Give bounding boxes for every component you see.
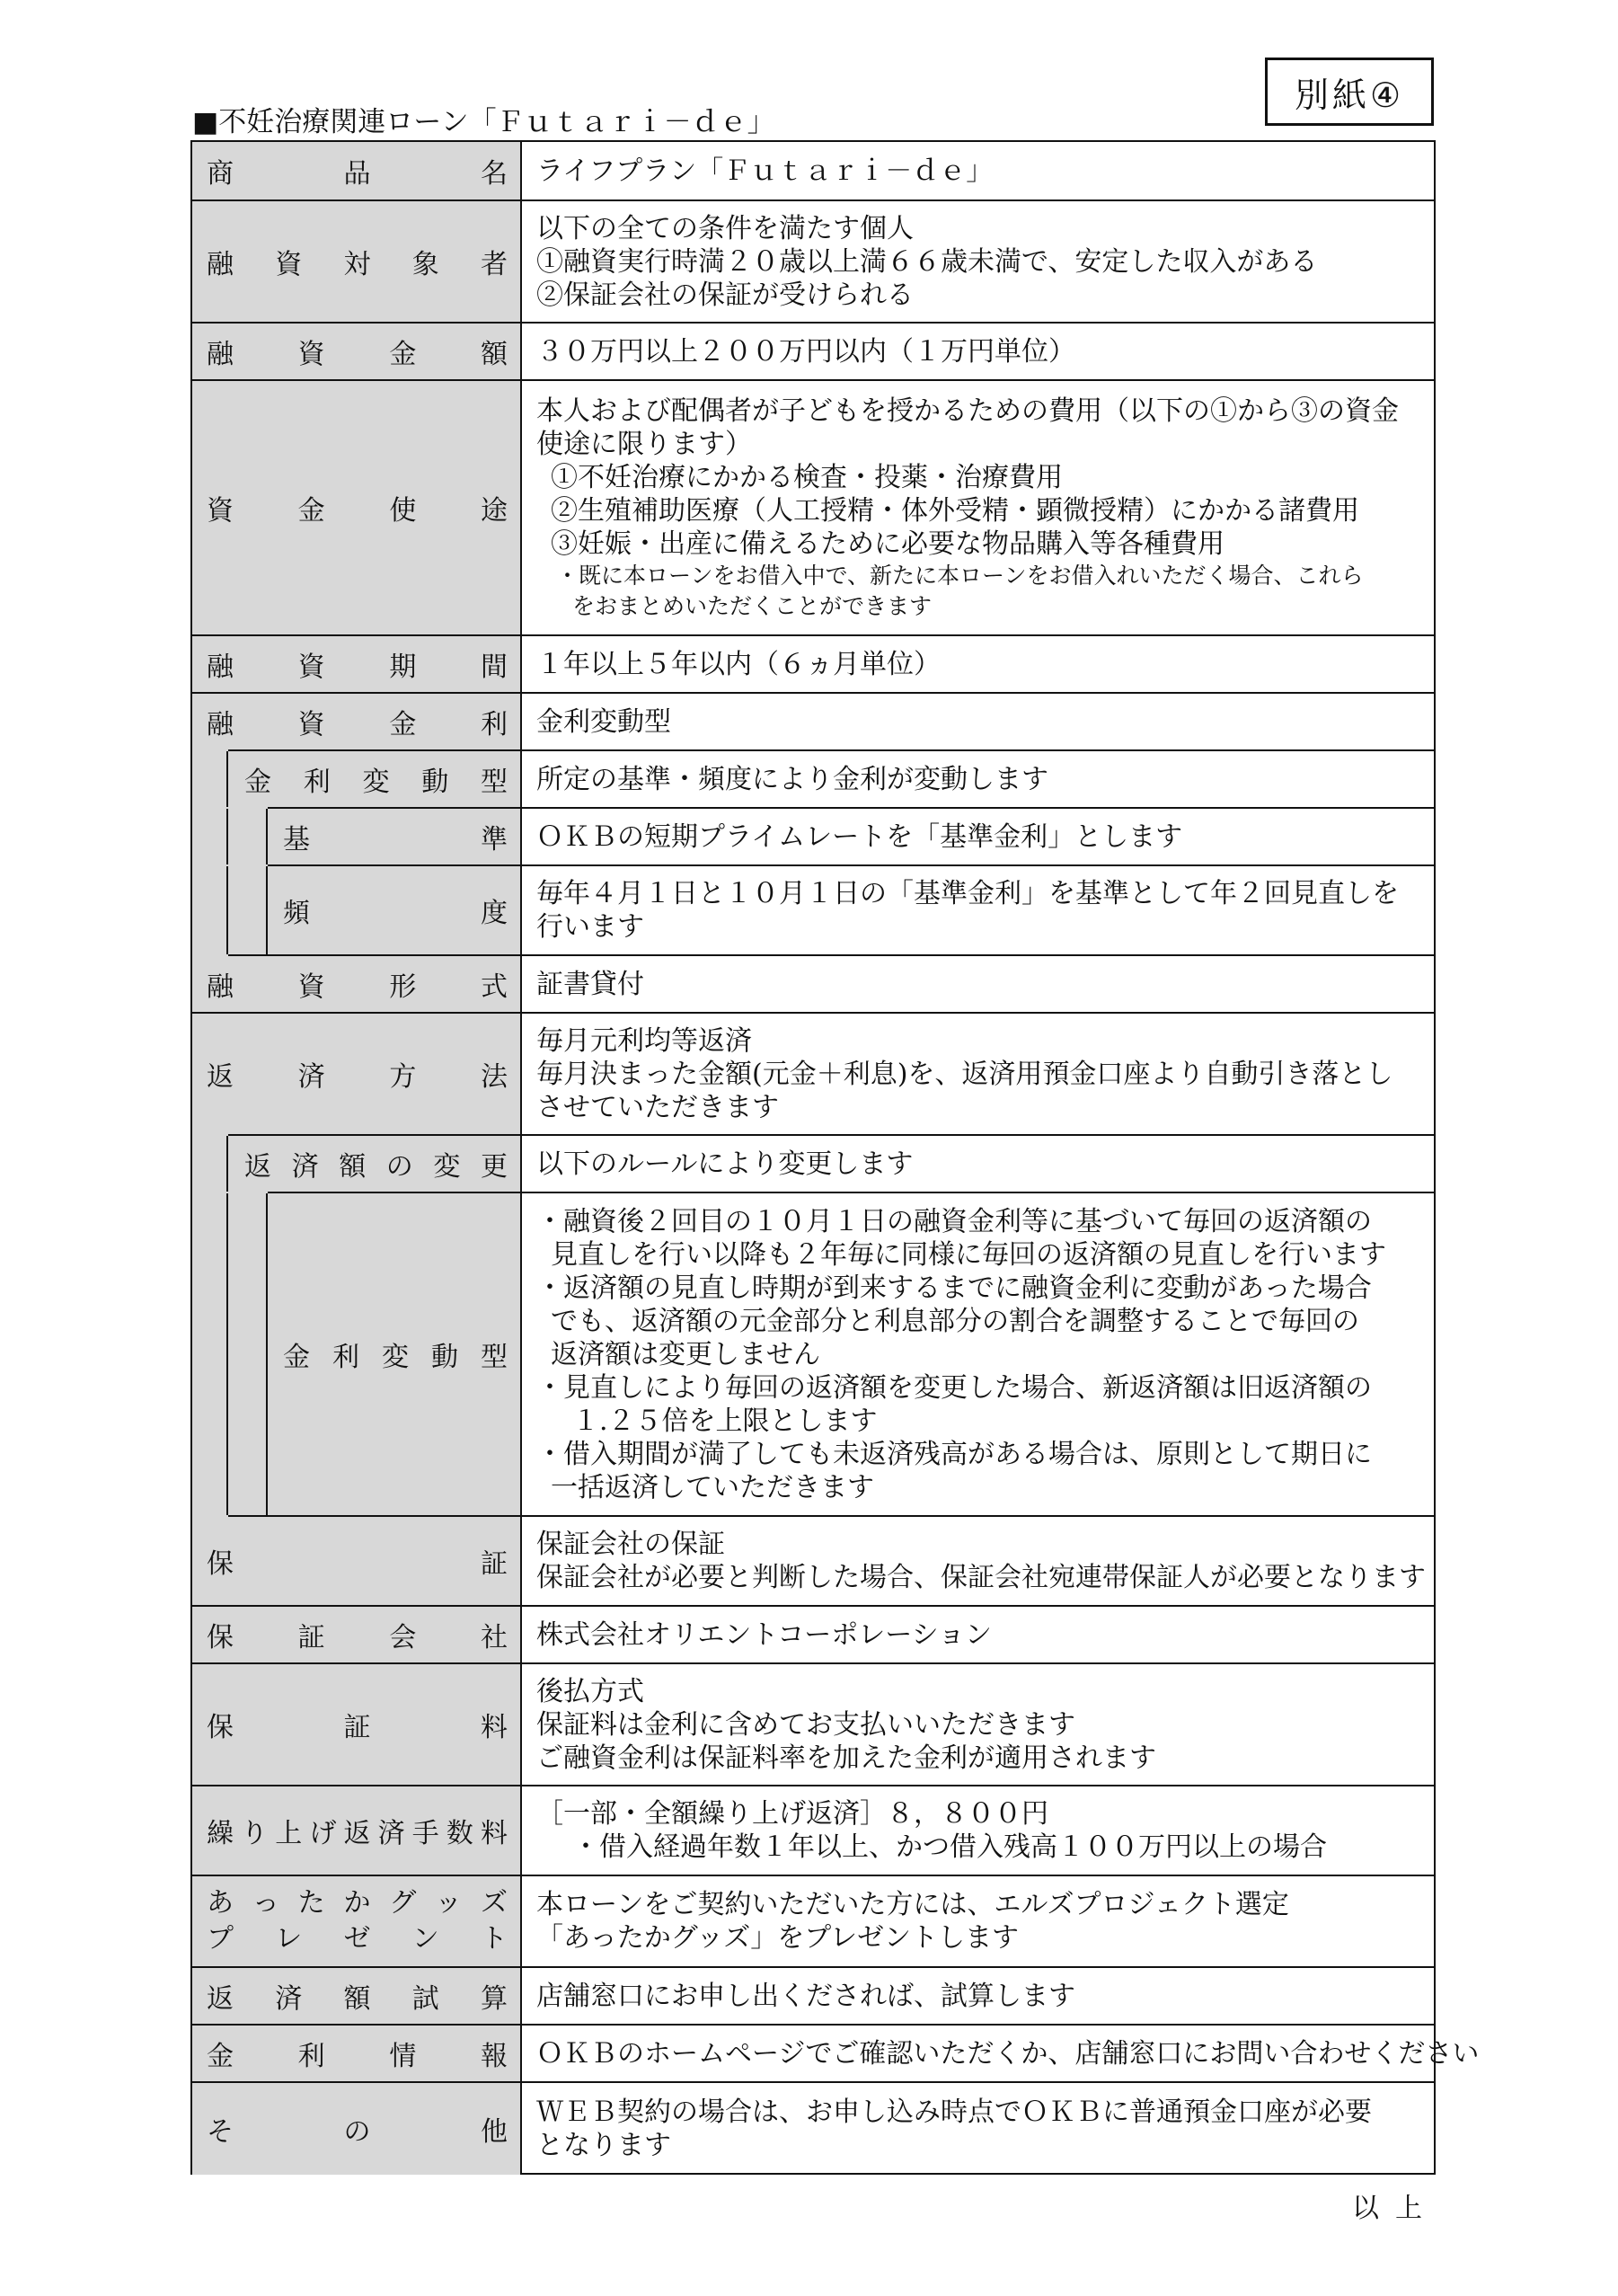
- tree-gap: [192, 1134, 228, 1136]
- value-line: 見直しを行い以降も２年毎に同様に毎回の返済額の見直しを行います: [551, 1238, 1386, 1271]
- row-label: 基 準: [192, 809, 522, 864]
- tree-connector-line: [266, 807, 268, 954]
- row-guarantee-company: [192, 1605, 1434, 1662]
- value-line: 金利変動型: [536, 705, 671, 738]
- value-line: ＯＫＢの短期プライムレートを「基準金利」とします: [536, 820, 1183, 853]
- value-line: ３０万円以上２００万円以内（１万円単位）: [536, 335, 1075, 368]
- tree-gap: [192, 749, 228, 751]
- row-value: [522, 1786, 1434, 1875]
- value-line: 以下のルールにより変更します: [536, 1148, 914, 1180]
- value-line: 以下の全ての条件を満たす個人: [536, 212, 914, 244]
- row-repayment-simulation: [192, 1966, 1434, 2024]
- row-product-name: [192, 142, 1434, 199]
- row-label: 保 証: [192, 1517, 522, 1605]
- value-line: ・借入経過年数１年以上、かつ借入残高１００万円以上の場合: [572, 1831, 1327, 1863]
- row-value: [522, 1664, 1434, 1785]
- value-line: ・借入期間が満了しても未返済残高がある場合は、原則として期日に: [536, 1438, 1372, 1470]
- row-prepayment-fee: [192, 1785, 1434, 1875]
- value-line: ・既に本ローンをお借入中で、新たに本ローンをお借入れいただく場合、これら: [556, 562, 1364, 589]
- row-value: [522, 381, 1434, 634]
- row-label: あ っ た か グ ッ ズ プ レ ゼ ン ト: [192, 1876, 522, 1966]
- row-eligible-borrower: [192, 199, 1434, 322]
- value-line: １.２５倍を上限とします: [572, 1405, 878, 1437]
- row-loan-amount: [192, 322, 1434, 379]
- row-loan-form: [192, 954, 1434, 1012]
- value-line: 返済額は変更しません: [551, 1338, 820, 1370]
- row-rate-frequency: [192, 864, 1434, 954]
- value-line: 使途に限ります）: [536, 428, 752, 460]
- value-line: 株式会社オリエントコーポレーション: [536, 1618, 992, 1651]
- row-label: 返 済 額 試 算: [192, 1968, 522, 2024]
- row-value: [522, 2026, 1480, 2081]
- tree-gap: [192, 954, 228, 956]
- value-line: ②生殖補助医療（人工授精・体外受精・顕微授精）にかかる諸費用: [551, 494, 1359, 527]
- row-value: [522, 1607, 1434, 1662]
- value-line: ・見直しにより毎回の返済額を変更した場合、新返済額は旧返済額の: [536, 1371, 1372, 1404]
- row-label: 返 済 額 の 変 更: [192, 1136, 522, 1192]
- row-label: 金 利 変 動 型: [192, 1193, 522, 1515]
- row-label: 返 済 方 法: [192, 1014, 522, 1134]
- value-line: をおまとめいただくことができます: [572, 592, 933, 619]
- value-line: 一括返済していただきます: [551, 1471, 874, 1503]
- row-label: 金 利 変 動 型: [192, 751, 522, 807]
- row-label: 繰 り 上 げ 返 済 手 数 料: [192, 1786, 522, 1875]
- row-rate-info: [192, 2024, 1480, 2081]
- value-line: でも、返済額の元金部分と利息部分の割合を調整することで毎回の: [551, 1305, 1359, 1337]
- row-warm-goods-present: [192, 1875, 1434, 1966]
- value-line: 本ローンをご契約いただいた方には、エルズプロジェクト選定: [536, 1889, 1289, 1920]
- value-line: ・融資後２回目の１０月１日の融資金利等に基づいて毎回の返済額の: [536, 1205, 1372, 1237]
- row-fund-use: [192, 379, 1434, 634]
- value-line: ・返済額の見直し時期が到来するまでに融資金利に変動があった場合: [536, 1272, 1372, 1304]
- row-repayment-change-variable: [192, 1192, 1434, 1515]
- product-spec-table: [190, 140, 1480, 2175]
- value-line: となります: [536, 2130, 671, 2161]
- footer-end-mark: 以上: [1352, 2193, 1438, 2224]
- row-value: [522, 1136, 1434, 1192]
- row-value: [522, 1014, 1434, 1134]
- row-value: [522, 1517, 1434, 1605]
- attachment-badge: 別紙④: [1265, 58, 1434, 126]
- row-value: [522, 694, 1434, 749]
- row-rate-variable-type: [192, 749, 1434, 807]
- row-label: 資 金 使 途: [192, 381, 522, 634]
- document-title: ■不妊治療関連ローン「Ｆｕｔａｒｉ－ｄｅ」: [192, 106, 775, 138]
- value-line: 保証料は金利に含めてお支払いいただきます: [536, 1708, 1075, 1741]
- value-line: ①不妊治療にかかる検査・投薬・治療費用: [551, 461, 1063, 493]
- tree-connector-line: [226, 749, 228, 954]
- row-label: そ の 他: [192, 2083, 522, 2175]
- row-label: 融 資 金 額: [192, 324, 522, 379]
- value-line: 証書貸付: [536, 968, 644, 1000]
- tree-connector-line: [266, 1192, 268, 1515]
- value-line: １年以上５年以内（６ヵ月単位）: [536, 648, 941, 680]
- value-line: ＷＥＢ契約の場合は、お申し込み時点でＯＫＢに普通預金口座が必要: [536, 2097, 1372, 2128]
- row-label: 保 証 会 社: [192, 1607, 522, 1662]
- row-value: [522, 201, 1434, 322]
- row-loan-rate: [192, 692, 1434, 749]
- row-label: 融 資 対 象 者: [192, 201, 522, 322]
- value-line: 「あったかグッズ」をプレゼントします: [536, 1922, 1019, 1954]
- tree-gap: [192, 807, 268, 809]
- row-label: 頻 度: [192, 866, 522, 954]
- row-other: [192, 2081, 1434, 2175]
- value-line: 保証会社が必要と判断した場合、保証会社宛連帯保証人が必要となります: [536, 1562, 1426, 1593]
- value-line: 毎月元利均等返済: [536, 1024, 752, 1057]
- tree-gap: [192, 1192, 268, 1193]
- value-line: 行います: [536, 911, 644, 943]
- value-line: 所定の基準・頻度により金利が変動します: [536, 763, 1048, 795]
- value-line: 本人および配偶者が子どもを授かるための費用（以下の①から③の資金: [536, 394, 1399, 427]
- row-guarantee: [192, 1515, 1434, 1605]
- row-value: [522, 809, 1434, 864]
- row-loan-period: [192, 634, 1434, 692]
- row-guarantee-fee: [192, 1662, 1434, 1785]
- value-line: ご融資金利は保証料率を加えた金利が適用されます: [536, 1742, 1156, 1774]
- row-value: [522, 1968, 1434, 2024]
- tree-gap: [192, 1515, 228, 1517]
- row-label: 商 品 名: [192, 142, 522, 199]
- row-repayment-change: [192, 1134, 1434, 1192]
- row-value: [522, 1193, 1434, 1515]
- value-line: 保証会社の保証: [536, 1529, 725, 1560]
- value-line: ライフプラン「Ｆｕｔａｒｉ－ｄｅ」: [536, 155, 994, 187]
- value-line: ＯＫＢのホームページでご確認いただくか、店舗窓口にお問い合わせください: [536, 2037, 1480, 2070]
- tree-gap: [192, 864, 268, 866]
- row-value: [522, 1876, 1434, 1966]
- row-label: 融 資 形 式: [192, 956, 522, 1012]
- value-line: 店舗窓口にお申し出くだされば、試算します: [536, 1980, 1075, 2012]
- row-value: [522, 636, 1434, 692]
- row-label: 融 資 期 間: [192, 636, 522, 692]
- row-value: [522, 2083, 1434, 2175]
- value-line: 毎月決まった金額(元金＋利息)を、返済用預金口座より自動引き落とし: [536, 1058, 1393, 1090]
- row-value: [522, 956, 1434, 1012]
- value-line: 後払方式: [536, 1675, 644, 1707]
- value-line: ③妊娠・出産に備えるために必要な物品購入等各種費用: [551, 527, 1225, 560]
- value-line: ［一部・全額繰り上げ返済］８，８００円: [536, 1798, 1048, 1830]
- row-value: [522, 324, 1434, 379]
- value-line: 毎年４月１日と１０月１日の「基準金利」を基準として年２回見直しを: [536, 878, 1399, 909]
- row-label: 保 証 料: [192, 1664, 522, 1785]
- row-label: 融 資 金 利: [192, 694, 522, 749]
- row-rate-base: [192, 807, 1434, 864]
- value-line: ①融資実行時満２０歳以上満６６歳未満で、安定した収入がある: [536, 245, 1318, 278]
- row-value: [522, 866, 1434, 954]
- row-label: 金 利 情 報: [192, 2026, 522, 2081]
- row-value: [522, 751, 1434, 807]
- row-repayment-method: [192, 1012, 1434, 1134]
- value-line: ②保証会社の保証が受けられる: [536, 279, 914, 311]
- value-line: させていただきます: [536, 1091, 779, 1123]
- row-value: [522, 142, 1434, 199]
